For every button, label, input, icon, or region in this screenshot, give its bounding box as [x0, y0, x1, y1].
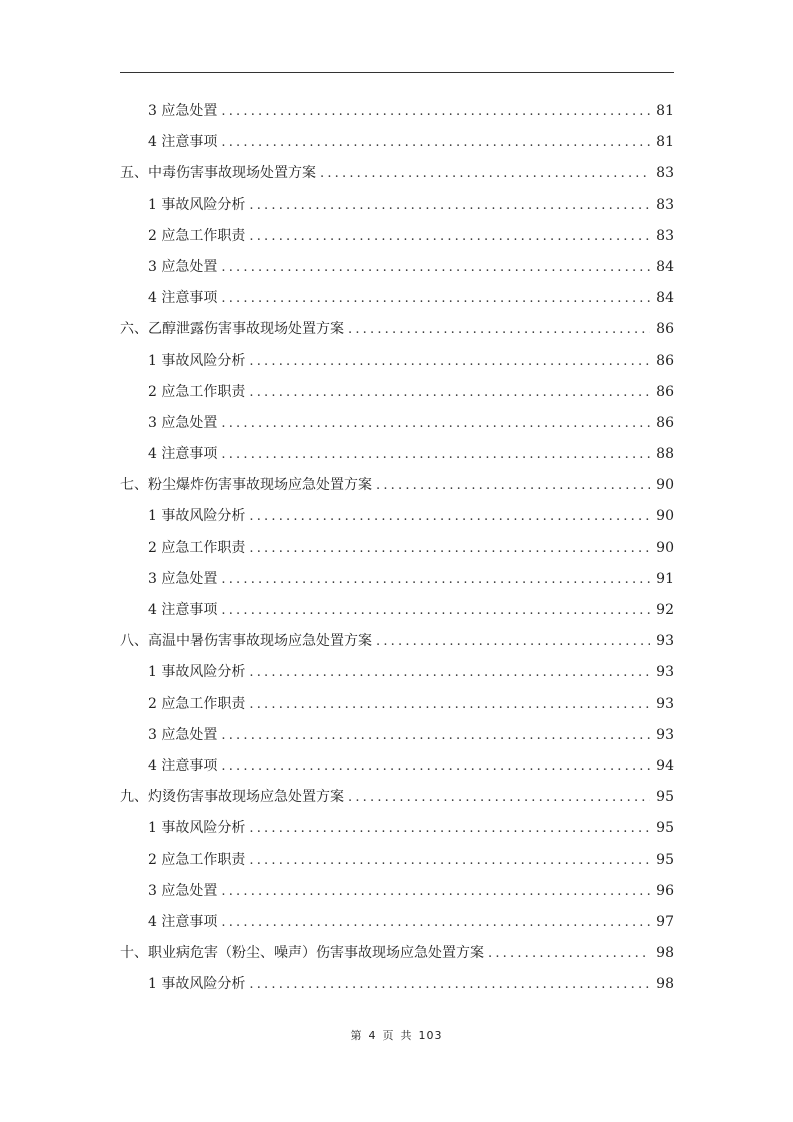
toc-dot-leader	[249, 221, 650, 252]
toc-subsection-entry[interactable]	[120, 969, 674, 1000]
toc-entry-page-number: 84	[656, 290, 674, 307]
toc-entry-page-number: 90	[656, 477, 674, 494]
toc-subsection-entry[interactable]	[120, 533, 674, 564]
toc-entry-label: 2 应急工作职责	[148, 539, 246, 556]
toc-dot-leader	[249, 657, 650, 688]
toc-subsection-entry[interactable]	[120, 595, 674, 626]
toc-entry-page-number: 98	[656, 976, 674, 993]
toc-dot-leader	[348, 314, 650, 345]
toc-entry-label: 1 事故风险分析	[148, 664, 246, 681]
toc-entry-label: 1 事故风险分析	[148, 976, 246, 993]
toc-dot-leader	[249, 813, 650, 844]
toc-entry-label: 六、乙醇泄露伤害事故现场处置方案	[120, 321, 344, 338]
page-footer	[0, 1027, 793, 1043]
toc-entry-label: 2 应急工作职责	[148, 383, 246, 400]
toc-entry-label: 1 事故风险分析	[148, 820, 246, 837]
toc-entry-page-number: 93	[656, 695, 674, 712]
toc-entry-page-number: 83	[656, 227, 674, 244]
toc-dot-leader	[488, 938, 650, 969]
toc-dot-leader	[221, 907, 650, 938]
toc-entry-page-number: 97	[656, 913, 674, 930]
toc-entry-label: 3 应急处置	[148, 414, 218, 431]
toc-entry-page-number: 94	[656, 757, 674, 774]
toc-subsection-entry[interactable]	[120, 689, 674, 720]
toc-entry-label: 1 事故风险分析	[148, 352, 246, 369]
toc-dot-leader	[221, 751, 650, 782]
toc-entry-page-number: 95	[656, 820, 674, 837]
toc-dot-leader	[249, 377, 650, 408]
toc-entry-page-number: 81	[656, 134, 674, 151]
toc-entry-label: 2 应急工作职责	[148, 851, 246, 868]
footer-prefix: 第	[350, 1029, 363, 1042]
toc-dot-leader	[221, 564, 650, 595]
toc-entry-page-number: 84	[656, 258, 674, 275]
toc-entry-page-number: 81	[656, 103, 674, 119]
toc-entry-label: 3 应急处置	[148, 103, 218, 119]
toc-entry-label: 九、灼烫伤害事故现场应急处置方案	[120, 789, 344, 806]
toc-dot-leader	[221, 876, 650, 907]
toc-dot-leader	[221, 96, 650, 127]
toc-entry-label: 五、中毒伤害事故现场处置方案	[120, 165, 316, 182]
toc-dot-leader	[249, 845, 650, 876]
toc-dot-leader	[376, 626, 650, 657]
footer-total-pages: 103	[418, 1029, 443, 1042]
toc-entry-page-number: 86	[656, 383, 674, 400]
toc-entry-label: 十、职业病危害（粉尘、噪声）伤害事故现场应急处置方案	[120, 945, 484, 962]
toc-entry-label: 4 注意事项	[148, 446, 218, 463]
toc-dot-leader	[221, 595, 650, 626]
toc-entry-page-number: 86	[656, 321, 674, 338]
toc-entry-label: 4 注意事项	[148, 757, 218, 774]
toc-entry-page-number: 83	[656, 196, 674, 213]
toc-entry-page-number: 83	[656, 165, 674, 182]
toc-dot-leader	[221, 408, 650, 439]
toc-dot-leader	[348, 782, 650, 813]
toc-subsection-entry[interactable]	[120, 907, 674, 938]
toc-entry-page-number: 95	[656, 851, 674, 868]
toc-dot-leader	[221, 252, 650, 283]
toc-subsection-entry[interactable]	[120, 127, 674, 158]
toc-section-entry[interactable]	[120, 626, 674, 657]
toc-subsection-entry[interactable]	[120, 221, 674, 252]
toc-entry-label: 3 应急处置	[148, 882, 218, 899]
toc-subsection-entry[interactable]	[120, 408, 674, 439]
toc-entry-label: 七、粉尘爆炸伤害事故现场应急处置方案	[120, 477, 372, 494]
toc-dot-leader	[221, 439, 650, 470]
toc-subsection-entry[interactable]	[120, 751, 674, 782]
toc-entry-page-number: 90	[656, 539, 674, 556]
table-of-contents	[120, 96, 674, 1000]
toc-dot-leader	[249, 969, 650, 1000]
toc-entry-label: 3 应急处置	[148, 258, 218, 275]
toc-entry-label: 4 注意事项	[148, 602, 218, 618]
toc-subsection-entry[interactable]	[120, 813, 674, 844]
toc-subsection-entry[interactable]	[120, 346, 674, 377]
toc-entry-label: 4 注意事项	[148, 290, 218, 307]
toc-entry-label: 1 事故风险分析	[148, 508, 246, 525]
toc-entry-page-number: 98	[656, 945, 674, 962]
toc-subsection-entry[interactable]	[120, 564, 674, 595]
toc-subsection-entry[interactable]	[120, 96, 674, 127]
toc-subsection-entry[interactable]	[120, 283, 674, 314]
toc-dot-leader	[249, 689, 650, 720]
toc-entry-page-number: 91	[656, 570, 674, 587]
toc-entry-label: 3 应急处置	[148, 726, 218, 743]
header-rule	[120, 72, 674, 73]
toc-subsection-entry[interactable]	[120, 190, 674, 221]
toc-dot-leader	[320, 158, 650, 189]
toc-subsection-entry[interactable]	[120, 720, 674, 751]
toc-entry-label: 4 注意事项	[148, 134, 218, 151]
toc-subsection-entry[interactable]	[120, 252, 674, 283]
toc-dot-leader	[221, 720, 650, 751]
toc-entry-page-number: 90	[656, 508, 674, 525]
toc-entry-label: 4 注意事项	[148, 913, 218, 930]
toc-entry-page-number: 88	[656, 446, 674, 463]
toc-entry-page-number: 92	[656, 602, 674, 618]
toc-subsection-entry[interactable]	[120, 845, 674, 876]
toc-entry-page-number: 86	[656, 352, 674, 369]
toc-dot-leader	[249, 190, 650, 221]
toc-dot-leader	[221, 283, 650, 314]
toc-dot-leader	[249, 533, 650, 564]
toc-entry-page-number: 86	[656, 414, 674, 431]
toc-subsection-entry[interactable]	[120, 377, 674, 408]
toc-entry-label: 2 应急工作职责	[148, 695, 246, 712]
footer-page-word: 页	[382, 1029, 395, 1042]
toc-entry-page-number: 93	[656, 726, 674, 743]
toc-section-entry[interactable]	[120, 470, 674, 501]
toc-subsection-entry[interactable]	[120, 501, 674, 532]
toc-entry-page-number: 95	[656, 789, 674, 806]
toc-section-entry[interactable]	[120, 314, 674, 345]
toc-entry-label: 1 事故风险分析	[148, 196, 246, 213]
toc-entry-label: 八、高温中暑伤害事故现场应急处置方案	[120, 633, 372, 650]
toc-section-entry[interactable]	[120, 782, 674, 813]
toc-dot-leader	[376, 470, 650, 501]
toc-entry-page-number: 93	[656, 664, 674, 681]
toc-entry-label: 2 应急工作职责	[148, 227, 246, 244]
footer-total-word: 共	[400, 1029, 413, 1042]
toc-subsection-entry[interactable]	[120, 876, 674, 907]
toc-subsection-entry[interactable]	[120, 439, 674, 470]
toc-subsection-entry[interactable]	[120, 657, 674, 688]
toc-entry-page-number: 93	[656, 633, 674, 650]
footer-current-page: 4	[368, 1029, 377, 1042]
toc-dot-leader	[249, 501, 650, 532]
toc-section-entry[interactable]	[120, 938, 674, 969]
toc-entry-page-number: 96	[656, 882, 674, 899]
toc-section-entry[interactable]	[120, 158, 674, 189]
toc-dot-leader	[221, 127, 650, 158]
toc-dot-leader	[249, 346, 650, 377]
toc-entry-label: 3 应急处置	[148, 570, 218, 587]
